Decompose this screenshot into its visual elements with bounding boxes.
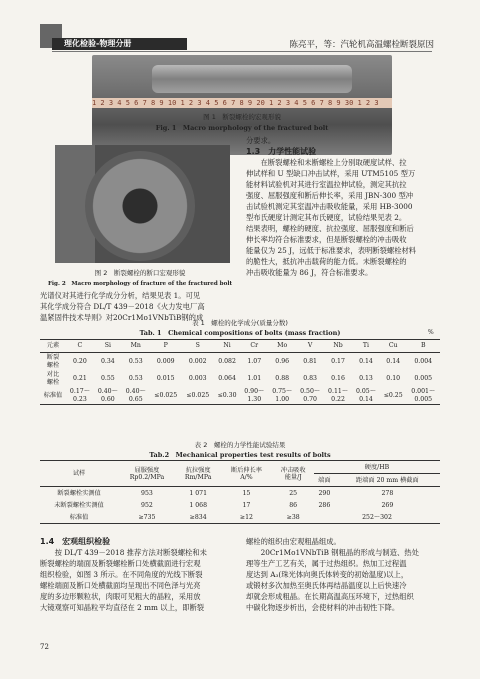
cell-line: 1.30 [247, 395, 262, 403]
table-cell: 278 [381, 489, 394, 497]
table-cell [182, 387, 214, 405]
table-cell [296, 370, 324, 387]
cell-line: 0.21 [73, 374, 87, 382]
text-line: 的脆性大，抵抗冲击载荷的能力低。未断裂螺栓的 [246, 257, 407, 266]
bottom-left-text [40, 536, 238, 613]
figure-2-photo [55, 145, 230, 263]
cell-line: 0.40～ [125, 387, 146, 395]
bolt-image [152, 65, 352, 93]
table-cell [406, 353, 440, 371]
text-line: 理等生产工艺有关，属于过热组织。热加工过程温 [246, 559, 407, 568]
table-cell [122, 353, 150, 371]
page-number: 72 [40, 643, 49, 651]
cell-line: 0.13 [359, 374, 373, 382]
table-cell [66, 353, 94, 371]
table-1-caption-en: Tab. 1 Chemical compositions of bolts (mass fraction) [139, 329, 341, 337]
table-cell [240, 353, 268, 371]
cell-line: 0.53 [128, 374, 143, 382]
text-line: 中碳化物逐步析出，会使材料的冲击韧性下降。 [246, 603, 400, 612]
cell-line: 0.009 [156, 357, 175, 365]
table-cell [324, 387, 352, 405]
cell-line: 0.001～ [411, 387, 436, 395]
table-row [40, 499, 440, 511]
cell-line: 0.003 [188, 374, 207, 382]
cell-line: 0.004 [414, 357, 433, 365]
header-line: A/% [240, 473, 253, 481]
text-line: 能量仅为 25 J，远低于标准要求，表明断裂螺栓材料 [246, 246, 417, 255]
text-line: 型布氏硬度计测定其布氏硬度，试验结果见表 2。 [246, 213, 407, 222]
bottom-right-text [246, 536, 442, 613]
cell-line: 0.50～ [300, 387, 321, 395]
table-row [40, 353, 440, 371]
table-row [40, 370, 440, 387]
cell-line: 0.11～ [328, 387, 349, 395]
cell-line: 0.55 [100, 374, 115, 382]
table-2-caption-en: Tab.2 Mechanical properties test results of bolts [149, 451, 331, 459]
row-label [40, 387, 66, 405]
table-header-cell: Cr [240, 340, 268, 353]
table-cell: ≥834 [189, 513, 207, 521]
row-label-line: 标准值 [43, 391, 63, 399]
table-cell: 86 [289, 501, 298, 509]
table-header-cell: 距端面 20 mm 横截面 [335, 474, 440, 487]
text-line: 其化学成分符合 DL/T 439－2018《火力发电厂高 [40, 302, 205, 311]
table-1-caption-cn: 表 1 螺栓的化学成分(质量分数) [192, 319, 288, 327]
table-row [40, 511, 440, 524]
table-cell: 1 068 [189, 501, 208, 509]
row-label [40, 370, 66, 387]
table-cell: ≥735 [138, 513, 156, 521]
cell-line: 0.14 [386, 357, 401, 365]
text-line: 光谱仪对其进行化学成分分析，结果见表 1。可见 [40, 291, 201, 300]
section-1-3-title: 1.3 力学性能试验 [246, 147, 317, 156]
table-header-cell: Mn [122, 340, 150, 353]
table-cell [268, 353, 296, 371]
table-header-cell: Ti [352, 340, 380, 353]
table-cell: ≥12 [239, 513, 253, 521]
table-cell [150, 370, 182, 387]
cell-line: 1.01 [247, 374, 262, 382]
table-cell [268, 370, 296, 387]
table-header-cell: 试样 [40, 461, 118, 487]
table-row [40, 487, 440, 500]
text-line: 度达到 A₃(珠光体向奥氏体转变的初始温度)以上， [246, 570, 409, 579]
table-1-body [40, 353, 440, 405]
table-cell [380, 370, 407, 387]
table-cell [66, 387, 94, 405]
cell-line: ≤0.25 [383, 391, 403, 399]
table-cell [406, 387, 440, 405]
header-rule [52, 51, 432, 52]
cell-line: 0.22 [331, 395, 345, 403]
cell-line: 0.005 [414, 374, 433, 382]
table-cell [182, 353, 214, 371]
table-cell [380, 353, 407, 371]
row-label-line: 对比 [46, 370, 60, 378]
figure-2-caption-en: Fig. 2 Macro morphology of fracture of the fractured bolt [47, 281, 233, 287]
table-2 [40, 460, 440, 524]
table-cell: 269 [381, 501, 394, 509]
table-header-cell: B [406, 340, 440, 353]
table-header-cell [118, 461, 176, 487]
text-line: 却就会形成粗晶。在长期高温高压环境下，过热组织 [246, 592, 414, 601]
table-header-cell: 元素 [40, 340, 66, 353]
table-cell: 953 [141, 489, 153, 497]
text-line: 度的多边形颗粒状，肉眼可见粗大的晶粒，采用放 [40, 592, 201, 601]
table-cell [380, 387, 407, 405]
table-header-row [40, 461, 440, 474]
table-2-caption-cn: 表 2 螺栓的力学性能试验结果 [194, 441, 286, 449]
cell-line: 0.65 [128, 395, 143, 403]
table-cell: 286 [318, 501, 331, 509]
text-line: 能材料试验机对其进行室温拉伸试验，测定其抗拉 [246, 180, 407, 189]
text-line: 按 DL/T 439－2018 推荐方法对断裂螺栓和未 [40, 548, 207, 557]
table-cell [122, 370, 150, 387]
table-header-cell: Cu [380, 340, 407, 353]
header-line: 能量/J [284, 473, 302, 481]
cell-line: 0.064 [218, 374, 236, 382]
table-cell [324, 353, 352, 371]
table-header-cell [272, 461, 314, 487]
cell-line: 0.17～ [69, 387, 90, 395]
table-cell: 15 [242, 489, 251, 497]
ruler-scale: 1 2 3 4 5 6 7 8 9 10 1 2 3 4 5 6 7 8 9 20 1 2 3 4 5 6 7 8 9 30 1 2 3 [92, 98, 392, 108]
cell-line: 0.16 [331, 374, 345, 382]
table-header-cell: 硬度/HB [314, 461, 440, 474]
cell-line: 1.00 [275, 395, 290, 403]
journal-section-title: 理化检验-物理分册 [64, 39, 132, 48]
table-cell [296, 353, 324, 371]
cell-line: 0.10 [386, 374, 401, 382]
table-header-cell: C [66, 340, 94, 353]
table-cell [94, 370, 122, 387]
cell-line: 0.75～ [272, 387, 293, 395]
text-line: 强度、屈服强度和断后伸长率，采用 JBN-300 型冲 [246, 191, 414, 200]
figure-1-caption-cn: 图 1 断裂螺栓的宏观形貌 [203, 113, 281, 121]
table-cell [352, 353, 380, 371]
cell-line: 0.96 [275, 357, 290, 365]
cell-line: 0.002 [188, 357, 207, 365]
fracture-surface [85, 151, 195, 261]
cell-line: ≤0.30 [217, 391, 237, 399]
text-line: 或锻材多次加热至奥氏体再结晶温度以上后快速冷 [246, 581, 407, 590]
text-line: 结果表明，螺栓的硬度、抗拉强度、屈服强度和断后 [246, 224, 414, 233]
text-line: 20Cr1Mo1VNbTiB 钢粗晶的形成与制造、热处 [246, 548, 419, 557]
text-line: 螺栓的组织由宏观粗晶组成。 [246, 537, 341, 546]
header-line: 抗拉强度 [185, 466, 211, 474]
table-cell: 25 [289, 489, 298, 497]
text-line: 大镜观察可知晶粒平均直径在 2 mm 以上，即断裂 [40, 603, 205, 612]
table-cell [240, 387, 268, 405]
header-line: 屈服强度 [134, 466, 160, 474]
table-1-unit: % [428, 329, 434, 336]
table-header-cell: Ni [214, 340, 241, 353]
cell-line: 0.88 [275, 374, 290, 382]
table-header-cell: Si [94, 340, 122, 353]
table-header-cell: Mo [268, 340, 296, 353]
table-row [40, 387, 440, 405]
text-line: 冲击吸收能量为 86 J，符合标准要求。 [246, 268, 373, 277]
right-column-text [246, 135, 442, 278]
cell-line: 0.83 [303, 374, 317, 382]
cell-line: ≤0.025 [154, 391, 178, 399]
cell-line: 1.07 [247, 357, 262, 365]
header-line: 断后伸长率 [230, 466, 262, 474]
table-cell [324, 370, 352, 387]
header-line: Rp0.2/MPa [129, 473, 165, 481]
figure-1-caption-en: Fig. 1 Macro morphology of the fractured bolt [155, 124, 329, 132]
cell-line: 0.23 [73, 395, 87, 403]
row-label-line: 螺栓 [46, 361, 60, 369]
table-cell [94, 387, 122, 405]
cell-line: ≤0.025 [186, 391, 210, 399]
table-cell [214, 370, 241, 387]
cell-line: 0.17 [331, 357, 345, 365]
table-cell [94, 353, 122, 371]
table-header-cell: 端面 [314, 474, 335, 487]
table-header-cell: Nb [324, 340, 352, 353]
running-title: 陈亮平，等：汽轮机高温螺栓断裂原因 [289, 40, 434, 50]
table-cell: 标准值 [69, 513, 89, 521]
table-1 [40, 339, 440, 405]
cell-line: 0.14 [359, 357, 373, 365]
table-cell [214, 387, 241, 405]
text-line: 伸长率均符合标准要求，但是断裂螺栓的冲击吸收 [246, 235, 407, 244]
table-cell [122, 387, 150, 405]
table-cell: 290 [318, 489, 331, 497]
table-header-cell [220, 461, 272, 487]
table-cell [150, 387, 182, 405]
table-cell: 1 071 [189, 489, 208, 497]
section-1-4-title: 1.4 宏观组织检验 [40, 537, 111, 546]
text-line: 分要求。 [246, 136, 276, 145]
table-cell: 252～302 [362, 513, 392, 521]
figure-2-caption-cn: 图 2 断裂螺栓的断口宏观形貌 [94, 269, 186, 277]
row-label-line: 螺栓 [46, 378, 60, 386]
table-cell [406, 370, 440, 387]
row-label [40, 353, 66, 371]
table-2-body [40, 487, 440, 524]
row-label-line: 断裂 [46, 353, 60, 361]
table-cell: 未断裂螺栓实测值 [54, 501, 104, 509]
cell-line: 0.40～ [97, 387, 118, 395]
table-header-cell [176, 461, 221, 487]
table-cell: 17 [242, 501, 251, 509]
text-line: 击试验机测定其室温冲击吸收能量，采用 HB-3000 [246, 202, 413, 211]
cell-line: 0.90～ [244, 387, 265, 395]
text-line: 断裂螺栓的端面及断裂螺栓断口处横截面进行宏观 [40, 559, 201, 568]
table-cell [296, 387, 324, 405]
cell-line: 0.34 [100, 357, 115, 365]
table-cell [182, 370, 214, 387]
header-line: 冲击吸收 [280, 466, 306, 474]
cell-line: 0.005 [414, 395, 433, 403]
text-line: 伸试样和 U 型缺口冲击试样，采用 UTM5105 型万 [246, 169, 416, 178]
text-line: 螺栓端面及断口处横截面均呈现出不同色泽与光亮 [40, 581, 201, 590]
table-cell: 952 [141, 501, 153, 509]
table-header-cell: S [182, 340, 214, 353]
header-line: Rm/MPa [184, 473, 212, 481]
cell-line: 0.81 [303, 357, 317, 365]
cell-line: 0.20 [73, 357, 87, 365]
text-line: 温紧固件技术导则》对20Cr1Mo1VNbTiB钢的成 [40, 313, 204, 322]
cell-line: 0.015 [156, 374, 175, 382]
cell-line: 0.14 [359, 395, 373, 403]
text-line: 在断裂螺栓和未断螺栓上分别取硬度试样、拉 [246, 158, 407, 167]
table-cell [352, 387, 380, 405]
cell-line: 0.60 [100, 395, 115, 403]
table-header-row [40, 340, 440, 353]
cell-line: 0.53 [128, 357, 143, 365]
table-cell [150, 353, 182, 371]
table-header-cell: P [150, 340, 182, 353]
table-cell [352, 370, 380, 387]
table-cell: ≥38 [286, 513, 300, 521]
cell-line: 0.05～ [355, 387, 376, 395]
table-cell [66, 370, 94, 387]
table-header-cell: V [296, 340, 324, 353]
cell-line: 0.70 [303, 395, 317, 403]
table-cell [214, 353, 241, 371]
table-cell [240, 370, 268, 387]
text-line: 组织检验，如图 3 所示。在不同角度的光线下断裂 [40, 570, 203, 579]
table-cell: 断裂螺栓实测值 [57, 489, 101, 497]
table-cell [268, 387, 296, 405]
cell-line: 0.082 [218, 357, 236, 365]
